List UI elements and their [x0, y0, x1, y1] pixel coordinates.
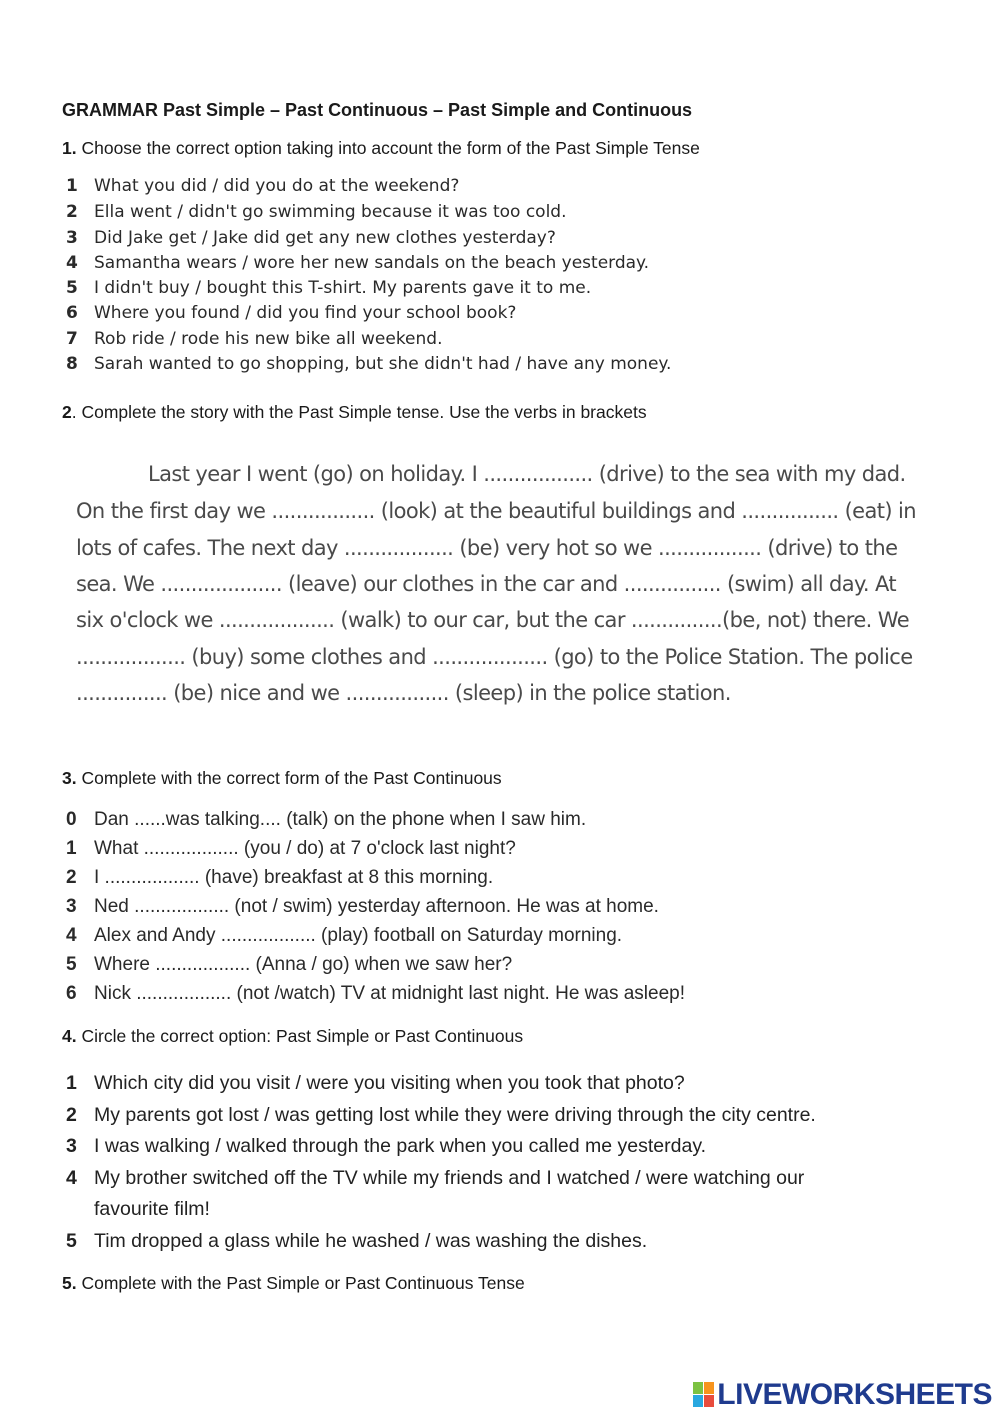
section5-number: 5. [62, 1273, 77, 1293]
list-item: 2 My parents got lost / was getting lost while they were driving through the city centre. [66, 1104, 816, 1126]
list-item: 3 Did Jake get / Jake did get any new clothes yesterday? [66, 228, 556, 248]
list-item: 5 Tim dropped a glass while he washed / was washing the dishes. [66, 1230, 648, 1252]
section1-number: 1. [62, 138, 77, 158]
list-item: 4 Alex and Andy .................. (play) football on Saturday morning. [66, 925, 623, 946]
list-item: 5 Where .................. (Anna / go) when we saw her? [66, 954, 513, 975]
section3-number: 3. [62, 768, 77, 788]
section5-instruction [62, 1273, 525, 1294]
section3-instruction [62, 768, 502, 789]
story-line: .................. (buy) some clothes and ................... (go) to the Police Station. The police [76, 645, 913, 669]
list-item: 0 Dan ......was talking.... (talk) on the phone when I saw him. [66, 809, 587, 830]
list-item: 4 Samantha wears / wore her new sandals on the beach yesterday. [66, 253, 650, 273]
liveworksheets-logo-icon [693, 1382, 715, 1408]
list-item: 1 Which city did you visit / were you visiting when you took that photo? [66, 1072, 685, 1094]
list-item: 3 Ned .................. (not / swim) yesterday afternoon. He was at home. [66, 896, 659, 917]
list-item: 6 Where you found / did you find your school book? [66, 303, 517, 323]
story-line: lots of cafes. The next day .................. (be) very hot so we ................. (drive) to the [76, 536, 898, 560]
section1-instruction [62, 138, 700, 159]
list-item: 3 I was walking / walked through the park when you called me yesterday. [66, 1135, 707, 1157]
liveworksheets-logo[interactable] [693, 1378, 992, 1412]
section5-instruction-text: Complete with the Past Simple or Past Continuous Tense [76, 1273, 525, 1293]
story-line: sea. We .................... (leave) our clothes in the car and ................ (swim) all day. At [76, 572, 897, 596]
list-item: 7 Rob ride / rode his new bike all weekend. [66, 329, 443, 349]
story-line: six o'clock we ................... (walk) to our car, but the car ...............(be, not) there. We [76, 608, 910, 632]
story-line: ............... (be) nice and we ................. (sleep) in the police station. [76, 681, 731, 705]
section2-instruction [62, 402, 647, 423]
story-line: On the first day we ................. (look) at the beautiful buildings and ................ (eat) in [76, 499, 916, 523]
list-item: 2 Ella went / didn't go swimming because it was too cold. [66, 202, 567, 222]
list-item: favourite film! [94, 1198, 210, 1220]
section2-number: 2 [62, 402, 72, 422]
logo-text: LIVEWORKSHEETS [717, 1378, 992, 1411]
list-item: 1 What you did / did you do at the weekend? [66, 176, 460, 196]
list-item: 8 Sarah wanted to go shopping, but she didn't had / have any money. [66, 354, 672, 374]
section2-instruction-text: . Complete the story with the Past Simple tense. Use the verbs in brackets [71, 402, 647, 422]
list-item: 1 What .................. (you / do) at 7 o'clock last night? [66, 838, 516, 859]
section4-number: 4. [62, 1026, 77, 1046]
section4-instruction [62, 1026, 523, 1047]
story-line: Last year I went (go) on holiday. I .................. (drive) to the sea with my dad. [148, 462, 906, 486]
list-item: 2 I .................. (have) breakfast at 8 this morning. [66, 867, 494, 888]
list-item: 5 I didn't buy / bought this T-shirt. My parents gave it to me. [66, 278, 592, 298]
section1-instruction-text: Choose the correct option taking into account the form of the Past Simple Tense [76, 138, 700, 158]
list-item: 4 My brother switched off the TV while my friends and I watched / were watching our [66, 1167, 805, 1189]
list-item: 6 Nick .................. (not /watch) TV at midnight last night. He was asleep! [66, 983, 685, 1004]
section4-instruction-text: Circle the correct option: Past Simple or Past Continuous [76, 1026, 524, 1046]
page-title: GRAMMAR Past Simple – Past Continuous – Past Simple and Continuous [62, 100, 693, 120]
section3-instruction-text: Complete with the correct form of the Past Continuous [76, 768, 502, 788]
